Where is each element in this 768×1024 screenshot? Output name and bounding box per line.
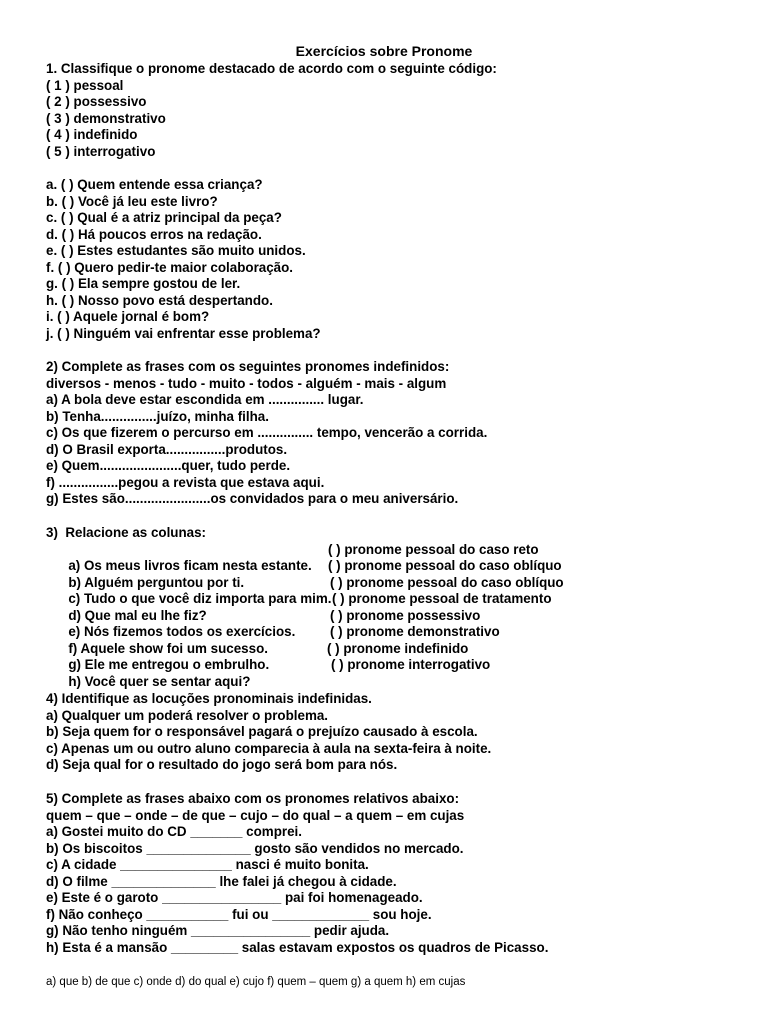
list-item: b. ( ) Você já leu este livro? bbox=[46, 193, 218, 209]
question-2 bbox=[46, 359, 487, 508]
list-item: g) Não tenho ninguém ________________ pedir ajuda. bbox=[46, 923, 390, 938]
list-item: g) Estes são.......................os convidados para o meu aniversário. bbox=[46, 491, 459, 506]
match-right: ( ) pronome pessoal de tratamento bbox=[332, 591, 552, 606]
list-item: c. ( ) Qual é a atriz principal da peça? bbox=[46, 210, 282, 225]
question-5 bbox=[46, 791, 548, 956]
list-item: e) Quem......................quer, tudo perde. bbox=[46, 458, 291, 473]
question-1 bbox=[46, 61, 497, 160]
match-right: ( ) pronome possessivo bbox=[330, 607, 481, 623]
list-item: d) Seja qual for o resultado do jogo será bom para nós. bbox=[46, 757, 398, 772]
list-item: f) ................pegou a revista que estava aqui. bbox=[46, 474, 325, 490]
list-item: i. ( ) Aquele jornal é bom? bbox=[46, 309, 210, 324]
question-3 bbox=[46, 525, 746, 689]
match-left: d) Que mal eu lhe fiz? bbox=[68, 607, 207, 623]
list-item: f. ( ) Quero pedir-te maior colaboração. bbox=[46, 259, 294, 275]
list-item: e. ( ) Estes estudantes são muito unidos. bbox=[46, 243, 306, 258]
list-item: g. ( ) Ela sempre gostou de ler. bbox=[46, 276, 241, 291]
list-item: h. ( ) Nosso povo está despertando. bbox=[46, 292, 273, 308]
match-row bbox=[46, 558, 746, 590]
match-left: a) Os meus livros ficam nesta estante. bbox=[68, 558, 312, 573]
match-left: b) Alguém perguntou por ti. bbox=[68, 574, 245, 590]
list-item: b) Tenha...............juízo, minha filha. bbox=[46, 408, 269, 424]
question-4-header: 4) Identifique as locuções pronominais indefinidas. bbox=[46, 691, 372, 706]
match-right: ( ) pronome demonstrativo bbox=[330, 624, 500, 639]
list-item: a) Gostei muito do CD _______ comprei. bbox=[46, 824, 302, 839]
code-item: ( 4 ) indefinido bbox=[46, 127, 138, 142]
list-item: c) A cidade _______________ nasci é muito bonita. bbox=[46, 857, 369, 872]
list-item: b) Os biscoitos ______________ gosto são vendidos no mercado. bbox=[46, 840, 464, 856]
question-2-options: diversos - menos - tudo - muito - todos - alguém - mais - algum bbox=[46, 375, 447, 391]
list-item: a) A bola deve estar escondida em ............... lugar. bbox=[46, 392, 364, 407]
list-item: c) Apenas um ou outro aluno comparecia à aula na sexta-feira à noite. bbox=[46, 740, 492, 756]
match-left: e) Nós fizemos todos os exercícios. bbox=[68, 624, 296, 639]
match-left: c) Tudo o que você diz importa para mim. bbox=[68, 591, 332, 606]
list-item: h) Esta é a mansão _________ salas estavam expostos os quadros de Picasso. bbox=[46, 939, 549, 955]
list-item: a. ( ) Quem entende essa criança? bbox=[46, 177, 263, 192]
match-left: h) Você quer se sentar aqui? bbox=[68, 673, 251, 689]
match-right: ( ) pronome interrogativo bbox=[331, 657, 491, 672]
page-title: Exercícios sobre Pronome bbox=[295, 43, 473, 59]
code-item: ( 1 ) pessoal bbox=[46, 77, 124, 93]
match-right: ( ) pronome indefinido bbox=[327, 640, 469, 656]
match-right: ( ) pronome pessoal do caso reto bbox=[328, 541, 539, 557]
question-5-header: 5) Complete as frases abaixo com os pronomes relativos abaixo: bbox=[46, 791, 460, 806]
list-item: d) O Brasil exporta................produtos. bbox=[46, 441, 288, 457]
match-right: ( ) pronome pessoal do caso oblíquo bbox=[330, 574, 564, 590]
code-item: ( 2 ) possessivo bbox=[46, 94, 147, 109]
question-5-options: quem – que – onde – de que – cujo – do qual – a quem – em cujas bbox=[46, 807, 465, 823]
question-4 bbox=[46, 691, 491, 774]
match-right: ( ) pronome pessoal do caso oblíquo bbox=[328, 558, 562, 573]
question-2-header: 2) Complete as frases com os seguintes pronomes indefinidos: bbox=[46, 359, 450, 374]
match-row bbox=[46, 657, 746, 689]
list-item: f) Não conheço ___________ fui ou _____________ sou hoje. bbox=[46, 906, 432, 922]
question-1-header: 1. Classifique o pronome destacado de acordo com o seguinte código: bbox=[46, 61, 497, 76]
list-item: d. ( ) Há poucos erros na redação. bbox=[46, 226, 262, 242]
match-left: f) Aquele show foi um sucesso. bbox=[68, 640, 268, 656]
question-1-items bbox=[46, 177, 321, 342]
answer-key: a) que b) de que c) onde d) do qual e) cujo f) quem – quem g) a quem h) em cujas bbox=[46, 976, 466, 988]
question-3-header: 3) Relacione as colunas: bbox=[46, 525, 207, 540]
code-item: ( 5 ) interrogativo bbox=[46, 143, 156, 159]
list-item: b) Seja quem for o responsável pagará o prejuízo causado à escola. bbox=[46, 724, 478, 739]
list-item: j. ( ) Ninguém vai enfrentar esse problema? bbox=[46, 325, 321, 341]
list-item: a) Qualquer um poderá resolver o problema. bbox=[46, 707, 329, 723]
code-item: ( 3 ) demonstrativo bbox=[46, 110, 166, 126]
list-item: c) Os que fizerem o percurso em ............... tempo, vencerão a corrida. bbox=[46, 425, 488, 440]
list-item: d) O filme ______________ lhe falei já chegou à cidade. bbox=[46, 873, 397, 889]
match-left: g) Ele me entregou o embrulho. bbox=[68, 657, 270, 672]
list-item: e) Este é o garoto ________________ pai foi homenageado. bbox=[46, 890, 423, 905]
